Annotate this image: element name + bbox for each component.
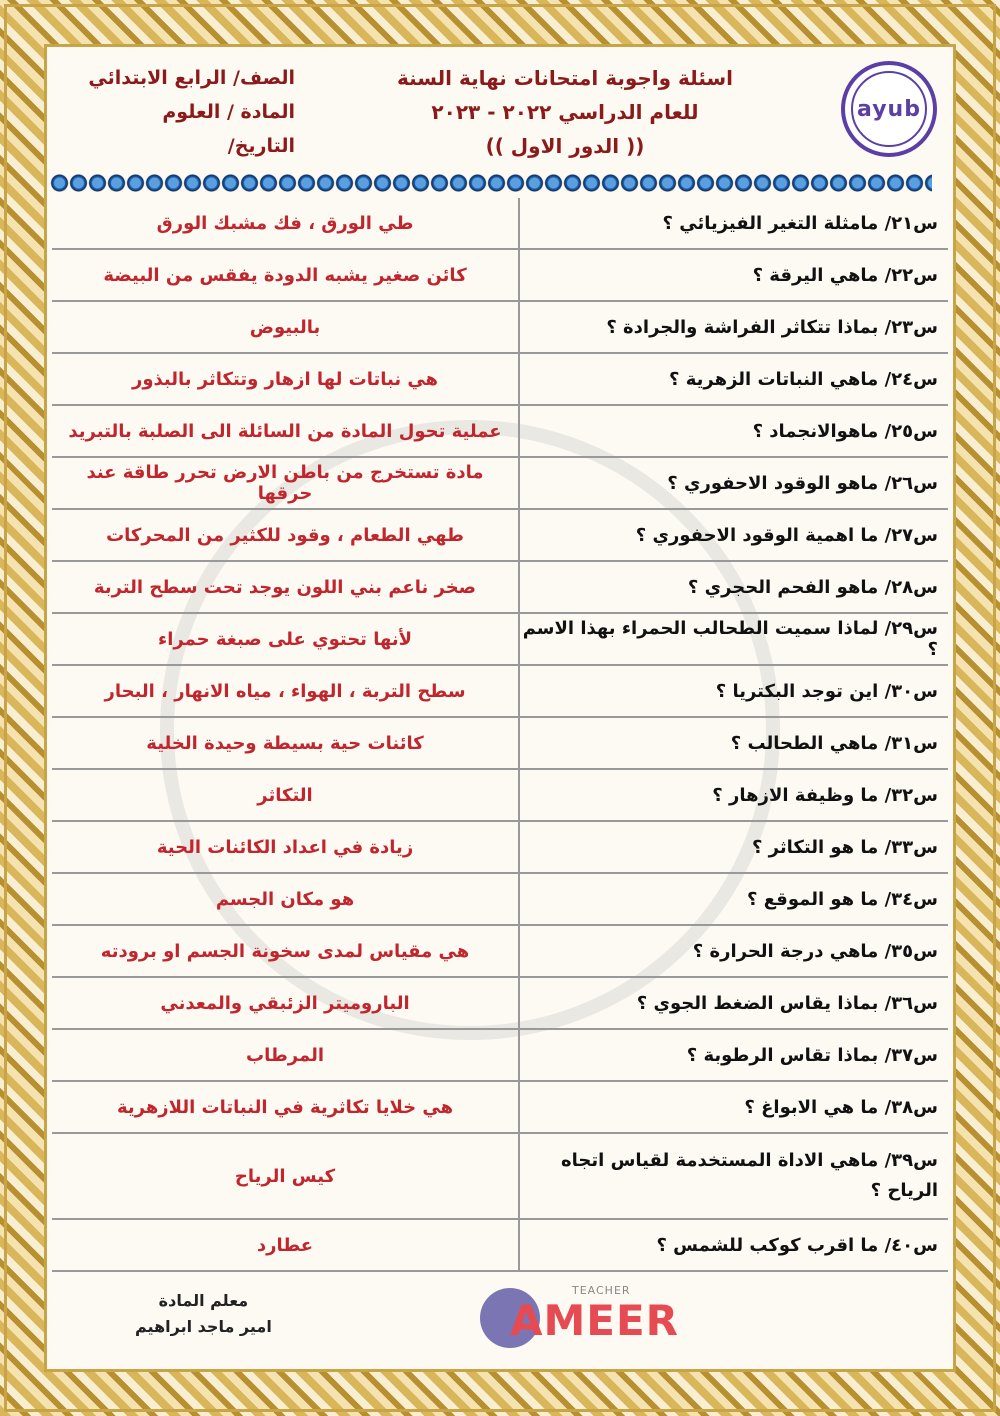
qa-row <box>52 978 948 1030</box>
answer-text: كائن صغير يشبه الدودة يفقس من البيضة <box>103 264 467 286</box>
question-text: س٢٣/ بماذا تتكاثر الفراشة والجرادة ؟ <box>518 302 948 352</box>
answer-text: كائنات حية بسيطة وحيدة الخلية <box>146 732 424 754</box>
question-text: س٢٨/ ماهو الفحم الحجري ؟ <box>518 562 948 612</box>
qa-row <box>52 666 948 718</box>
answer-text: طهي الطعام ، وقود للكثير من المحركات <box>106 524 464 546</box>
answer-text: هي مقياس لمدى سخونة الجسم او برودته <box>100 940 470 962</box>
answer-text: سطح التربة ، الهواء ، مياه الانهار ، البحار <box>104 680 466 702</box>
answer-text: صخر ناعم بني اللون يوجد تحت سطح التربة <box>93 576 477 598</box>
question-text: س٣٣/ ما هو التكاثر ؟ <box>518 822 948 872</box>
question-text: س٣٩/ ماهي الاداة المستخدمة لقياس اتجاه الرياح ؟ <box>518 1134 948 1218</box>
question-text: س٢١/ مامثلة التغير الفيزيائي ؟ <box>518 198 948 248</box>
exam-title <box>385 61 745 163</box>
answer-text: التكاثر <box>257 784 313 806</box>
qa-row <box>52 614 948 666</box>
answer-text: لأنها تحتوي على صبغة حمراء <box>158 628 413 650</box>
answer-text: هو مكان الجسم <box>215 888 355 910</box>
qa-table <box>52 198 948 1272</box>
qa-row <box>52 302 948 354</box>
qa-row <box>52 510 948 562</box>
qa-row <box>52 354 948 406</box>
question-text: س٢٦/ ماهو الوقود الاحفوري ؟ <box>518 458 948 508</box>
qa-row <box>52 250 948 302</box>
qa-row <box>52 1082 948 1134</box>
question-text: س٣٧/ بماذا تقاس الرطوبة ؟ <box>518 1030 948 1080</box>
qa-row <box>52 562 948 614</box>
qa-row <box>52 1030 948 1082</box>
qa-row <box>52 406 948 458</box>
answer-text: هي نباتات لها ازهار وتتكاثر بالبذور <box>131 368 439 390</box>
question-text: س٢٤/ ماهي النباتات الزهرية ؟ <box>518 354 948 404</box>
brand-small-text: TEACHER <box>572 1284 631 1297</box>
qa-row <box>52 1134 948 1220</box>
answer-text: كيس الرياح <box>234 1165 336 1187</box>
class-info <box>55 61 295 163</box>
question-text: س٣٥/ ماهي درجة الحرارة ؟ <box>518 926 948 976</box>
teacher-label: معلم المادة <box>158 1291 249 1310</box>
subject-line: المادة / العلوم <box>162 101 295 123</box>
answer-text: زيادة في اعداد الكائنات الحية <box>156 836 414 858</box>
teacher-name: امير ماجد ابراهيم <box>135 1317 272 1336</box>
qa-row <box>52 770 948 822</box>
page-header <box>55 55 945 175</box>
class-line: الصف/ الرابع الابتدائي <box>88 67 295 89</box>
answer-text: مادة تستخرج من باطن الارض تحرر طاقة عند حرقها <box>86 462 484 504</box>
title-line-3: (( الدور الاول )) <box>485 134 645 158</box>
answer-text: المرطاب <box>246 1044 324 1066</box>
qa-row <box>52 822 948 874</box>
question-text: س٣٤/ ما هو الموقع ؟ <box>518 874 948 924</box>
logo-text: ayub <box>857 96 921 122</box>
question-text: س٢٩/ لماذا سميت الطحالب الحمراء بهذا الاسم ؟ <box>518 614 948 664</box>
qa-row <box>52 926 948 978</box>
question-text: س٤٠/ ما اقرب كوكب للشمس ؟ <box>518 1220 948 1270</box>
teacher-signature <box>135 1288 272 1340</box>
question-text: س٢٧/ ما اهمية الوقود الاحفوري ؟ <box>518 510 948 560</box>
question-text: س٣٢/ ما وظيفة الازهار ؟ <box>518 770 948 820</box>
answer-text: هي خلايا تكاثرية في النباتات اللازهرية <box>116 1096 454 1118</box>
question-text: س٣١/ ماهي الطحالب ؟ <box>518 718 948 768</box>
question-text: س٢٢/ ماهي اليرقة ؟ <box>518 250 948 300</box>
question-text: س٢٥/ ماهوالانجماد ؟ <box>518 406 948 456</box>
qa-row <box>52 198 948 250</box>
answer-text: عملية تحول المادة من السائلة الى الصلبة بالتبريد <box>68 420 502 442</box>
school-logo <box>841 61 937 157</box>
bead-divider <box>50 173 932 193</box>
date-line: التاريخ/ <box>227 135 295 157</box>
title-line-1: اسئلة واجوبة امتحانات نهاية السنة <box>396 66 734 90</box>
question-text: س٣٠/ اين توجد البكتريا ؟ <box>518 666 948 716</box>
answer-text: عطارد <box>256 1234 314 1256</box>
brand-name: AMEER <box>510 1296 680 1345</box>
teacher-brand-logo <box>480 1278 680 1368</box>
answer-text: الباروميتر الزئبقي والمعدني <box>160 992 410 1014</box>
qa-row <box>52 458 948 510</box>
question-text: س٣٦/ بماذا يقاس الضغط الجوي ؟ <box>518 978 948 1028</box>
page-footer <box>55 1248 945 1368</box>
qa-row <box>52 718 948 770</box>
qa-row <box>52 874 948 926</box>
question-text: س٣٨/ ما هي الابواغ ؟ <box>518 1082 948 1132</box>
title-line-2: للعام الدراسي ٢٠٢٢ - ٢٠٢٣ <box>431 100 699 124</box>
answer-text: طي الورق ، فك مشبك الورق <box>156 212 414 234</box>
logo-ring <box>851 71 927 147</box>
answer-text: بالبيوض <box>249 316 321 338</box>
